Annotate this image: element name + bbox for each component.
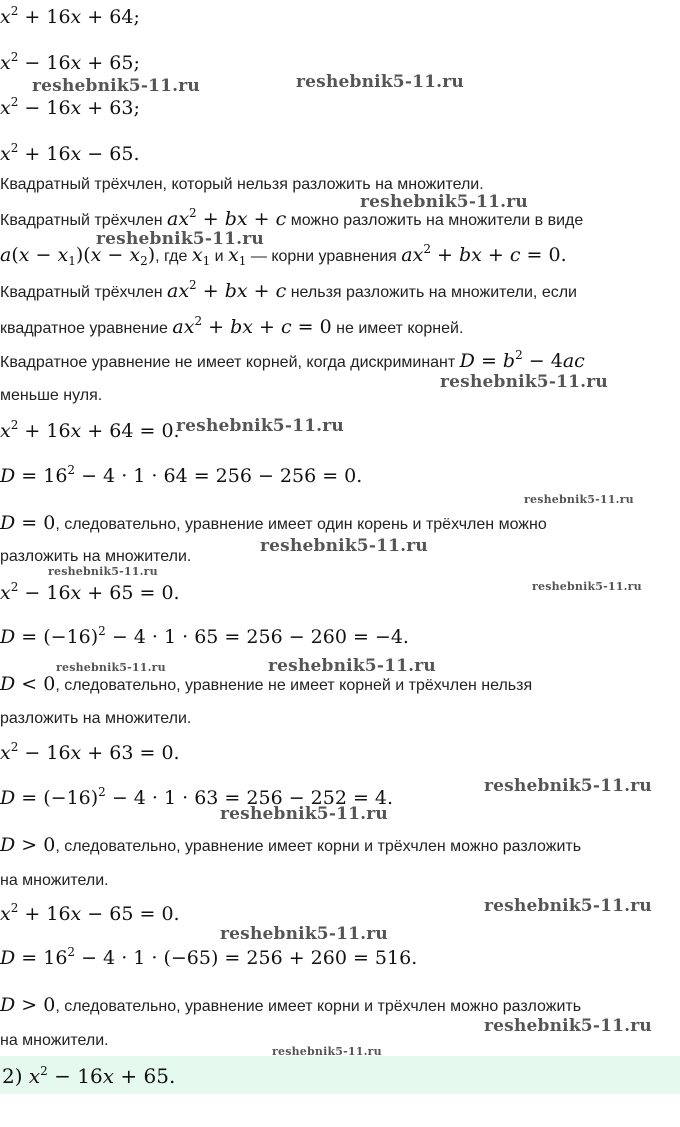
watermark: reshebnik5-11.ru (484, 1016, 652, 1036)
watermark: reshebnik5-11.ru (532, 580, 642, 593)
theory-line-5: Квадратное уравнение не имеет корней, когда дискриминант $D = b^2 - 4ac$ (0, 348, 585, 372)
watermark: reshebnik5-11.ru (96, 229, 264, 249)
case3-discriminant: $D = (-16)^2 - 4 \cdot 1 \cdot 63 = 256 - 252 = 4$. (0, 785, 394, 809)
option-2: $x^2 - 16x + 65$; (0, 50, 140, 74)
case1-conclusion: D = 0, следовательно, уравнение имеет один корень и трёхчлен можно (0, 512, 547, 534)
case4-equation: $x^2 + 16x - 65 = 0$. (0, 901, 180, 925)
watermark: reshebnik5-11.ru (260, 536, 428, 556)
case4-discriminant: $D = 16^2 - 4 \cdot 1 \cdot (-65) = 256 + 260 = 516$. (0, 945, 418, 969)
answer-text: 2) $x^2 - 16x + 65$. (2, 1064, 176, 1088)
watermark: reshebnik5-11.ru (272, 1045, 382, 1058)
case3-conclusion: D > 0, следовательно, уравнение имеет корни и трёхчлен можно разложить (0, 834, 582, 856)
watermark: reshebnik5-11.ru (524, 493, 634, 506)
theory-line-2: $a(x - x_1)(x - x_2)$, где $x_1$ и $x_1$ — корни уравнения $ax^2$ + bx + c = 0. (0, 242, 567, 268)
watermark: reshebnik5-11.ru (220, 804, 388, 824)
answer-box (0, 1056, 680, 1094)
theory-line-1: Квадратный трёхчлен $ax^2$ + bx + c можно разложить на множители в виде (0, 206, 584, 230)
case1-equation: $x^2 + 16x + 64 = 0$. (0, 418, 180, 442)
option-4: $x^2 + 16x - 65$. (0, 141, 140, 165)
watermark: reshebnik5-11.ru (296, 72, 464, 92)
theory-line-4: квадратное уравнение $ax^2$ + bx + c = 0 не имеет корней. (0, 314, 464, 338)
watermark: reshebnik5-11.ru (268, 656, 436, 676)
watermark: reshebnik5-11.ru (220, 924, 388, 944)
case1-conclusion-2: разложить на множители. (0, 548, 192, 565)
case1-discriminant: $D = 16^2 - 4 \cdot 1 \cdot 64 = 256 - 256 = 0$. (0, 463, 363, 487)
case2-conclusion-2: разложить на множители. (0, 710, 192, 727)
watermark: reshebnik5-11.ru (56, 661, 166, 674)
watermark: reshebnik5-11.ru (484, 776, 652, 796)
watermark: reshebnik5-11.ru (48, 565, 158, 578)
watermark: reshebnik5-11.ru (484, 896, 652, 916)
case4-conclusion: D > 0, следовательно, уравнение имеет корни и трёхчлен можно разложить (0, 994, 582, 1016)
case2-equation: $x^2 - 16x + 65 = 0$. (0, 580, 180, 604)
case3-conclusion-2: на множители. (0, 872, 109, 889)
watermark: reshebnik5-11.ru (440, 372, 608, 392)
case2-conclusion: D < 0, следовательно, уравнение не имеет корней и трёхчлен нельзя (0, 673, 533, 695)
watermark: reshebnik5-11.ru (360, 192, 528, 212)
option-3: $x^2 - 16x + 63$; (0, 95, 140, 119)
theory-line-6: меньше нуля. (0, 387, 103, 404)
theory-line-3: Квадратный трёхчлен $ax^2$ + bx + c нельзя разложить на множители, если (0, 278, 577, 302)
case2-discriminant: $D = (-16)^2 - 4 \cdot 1 \cdot 65 = 256 - 260 = -4$. (0, 624, 409, 648)
watermark: reshebnik5-11.ru (176, 416, 344, 436)
case4-conclusion-2: на множители. (0, 1032, 109, 1049)
option-1: $x^2 + 16x + 64$; (0, 4, 140, 28)
watermark: reshebnik5-11.ru (32, 76, 200, 96)
case3-equation: $x^2 - 16x + 63 = 0$. (0, 740, 180, 764)
intro-text: Квадратный трёхчлен, который нельзя разложить на множители. (0, 176, 484, 193)
